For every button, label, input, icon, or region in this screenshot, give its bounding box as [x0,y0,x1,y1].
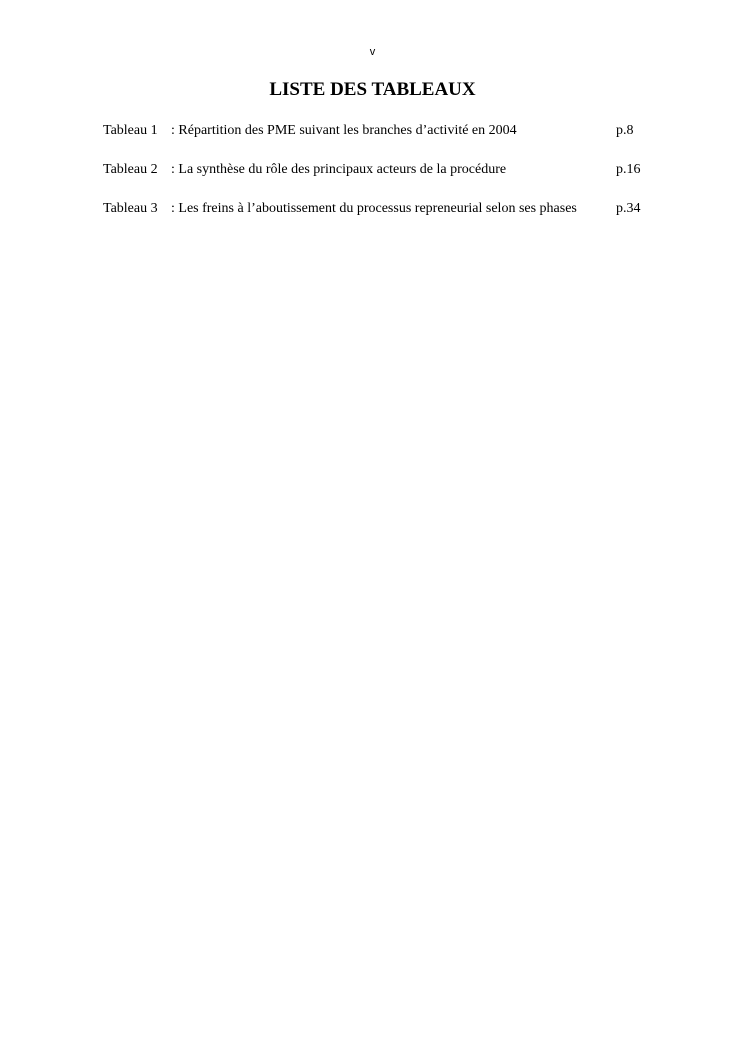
list-of-tables [103,122,663,239]
table-entry-page: p.16 [616,162,641,177]
table-entry-description: : Les freins à l’aboutissement du processus repreneurial selon ses phases [171,201,577,216]
table-entry-description: : La synthèse du rôle des principaux acteurs de la procédure [171,162,507,177]
table-entry-description: : Répartition des PME suivant les branches d’activité en 2004 [171,123,517,138]
table-entry-label: Tableau 1 [103,123,158,138]
table-entry-page: p.34 [616,201,641,216]
table-entry-2 [103,161,663,179]
table-entry-page: p.8 [616,123,634,138]
table-entry-label: Tableau 2 [103,162,158,177]
table-entry-label: Tableau 3 [103,201,158,216]
table-entry-1 [103,122,663,140]
table-entry-3 [103,200,663,218]
page-title: LISTE DES TABLEAUX [269,79,476,100]
page-number: v [369,46,376,58]
